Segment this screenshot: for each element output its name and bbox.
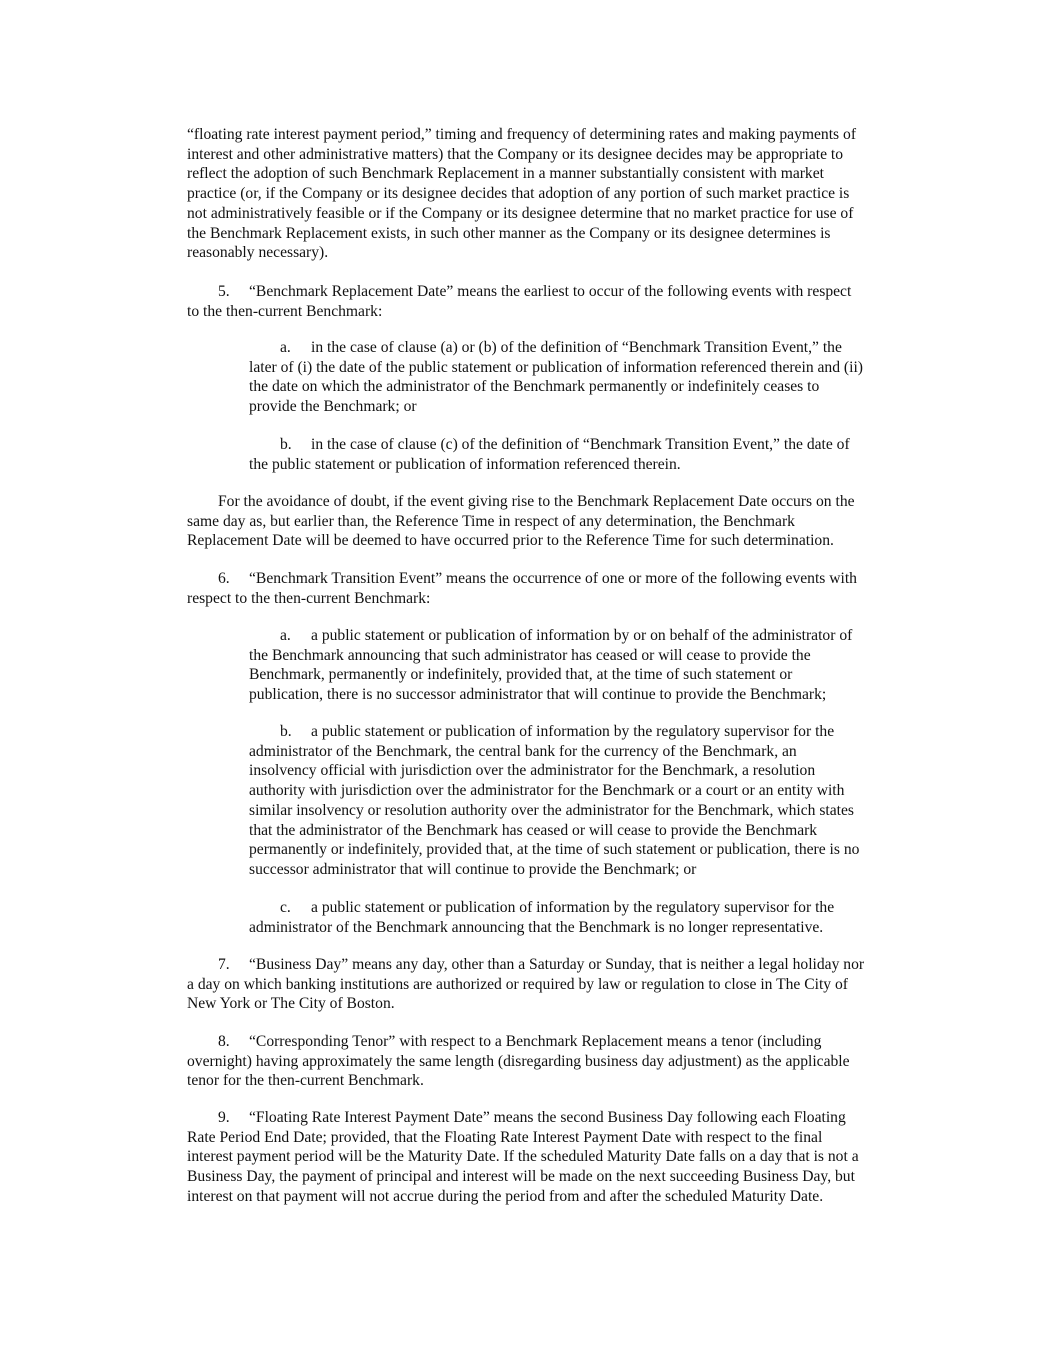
text-line: to the then-current Benchmark:	[187, 302, 383, 320]
text-line: the public statement or publication of information referenced therein.	[249, 455, 681, 473]
item-label: b.	[280, 436, 292, 453]
text-line: publication, there is no successor administrator that will continue to provide the Benchmark;	[249, 686, 827, 704]
section-7-business-day	[187, 955, 947, 1014]
text-line: interest and other administrative matters) that the Company or its designee decides may be appropriate to	[187, 145, 844, 163]
item-label: c.	[280, 899, 291, 916]
text-line: overnight) having approximately the same length (disregarding business day adjustment) as the applicable	[187, 1052, 850, 1070]
text-line: the Benchmark Replacement exists, in such other manner as the Company or its designee determines is	[187, 224, 831, 242]
section-number: 8.	[218, 1033, 230, 1050]
text-line: same day as, but earlier than, the Reference Time in respect of any determination, the Benchmark	[187, 512, 795, 530]
text-line: the Benchmark announcing that such administrator has ceased or will cease to provide the	[249, 646, 811, 664]
text-line: “floating rate interest payment period,” timing and frequency of determining rates and making payments of	[187, 126, 857, 143]
section-6-benchmark-transition-event	[187, 569, 947, 608]
section-9-floating-rate-interest-payment-date	[187, 1108, 947, 1207]
text-line: a public statement or publication of information by the regulatory supervisor for the	[311, 723, 835, 740]
section-6-item-b	[249, 722, 949, 880]
avoidance-of-doubt-paragraph	[187, 492, 947, 551]
text-line: a public statement or publication of information by the regulatory supervisor for the	[311, 899, 835, 916]
text-line: Business Day, the payment of principal and interest will be made on the next succeeding Business Day, but	[187, 1168, 855, 1186]
text-line: “Benchmark Transition Event” means the occurrence of one or more of the following events with	[249, 570, 857, 587]
text-line: permanently or indefinitely, provided that, at the time of such statement or publication, there is no	[249, 841, 860, 859]
item-label: b.	[280, 723, 292, 740]
text-line: For the avoidance of doubt, if the event giving rise to the Benchmark Replacement Date occurs on the	[218, 493, 855, 510]
section-number: 7.	[218, 956, 230, 973]
text-line: interest payment period will be the Maturity Date. If the scheduled Maturity Date falls on a day that is not a	[187, 1148, 859, 1166]
section-number: 5.	[218, 283, 230, 300]
text-line: “Business Day” means any day, other than a Saturday or Sunday, that is neither a legal holiday nor	[249, 956, 865, 973]
section-6-item-a	[249, 626, 949, 705]
text-line: a day on which banking institutions are authorized or required by law or regulation to close in The City of	[187, 975, 848, 993]
section-8-corresponding-tenor	[187, 1032, 947, 1091]
text-line: in the case of clause (a) or (b) of the definition of “Benchmark Transition Event,” the	[311, 339, 842, 356]
text-line: interest on that payment will not accrue during the period from and after the scheduled Maturity Date.	[187, 1187, 824, 1205]
text-line: tenor for the then-current Benchmark.	[187, 1072, 424, 1090]
text-line: not administratively feasible or if the Company or its designee determine that no market practice for use of	[187, 204, 854, 222]
text-line: successor administrator that will continue to provide the Benchmark; or	[249, 860, 697, 878]
text-line: that the administrator of the Benchmark has ceased or will cease to provide the Benchmark	[249, 821, 818, 839]
text-line: practice (or, if the Company or its designee decides that adoption of any portion of such market practice is	[187, 185, 850, 203]
text-line: later of (i) the date of the public statement or publication of information referenced therein and (ii)	[249, 358, 863, 376]
item-label: a.	[280, 339, 291, 356]
text-line: Benchmark, permanently or indefinitely, provided that, at the time of such statement or	[249, 666, 793, 684]
text-line: the date on which the administrator of the Benchmark permanently or indefinitely ceases to	[249, 378, 820, 396]
section-5-item-b	[249, 435, 949, 474]
item-label: a.	[280, 627, 291, 644]
text-line: administrator of the Benchmark announcing that the Benchmark is no longer representative.	[249, 918, 824, 936]
text-line: New York or The City of Boston.	[187, 995, 395, 1013]
section-5-item-a	[249, 338, 949, 417]
intro-continuation-paragraph	[187, 125, 947, 263]
text-line: similar insolvency or resolution authority over the administrator for the Benchmark, which states	[249, 801, 854, 819]
text-line: a public statement or publication of information by or on behalf of the administrator of	[311, 627, 853, 644]
section-number: 6.	[218, 570, 230, 587]
text-line: provide the Benchmark; or	[249, 398, 417, 416]
text-line: Rate Period End Date; provided, that the Floating Rate Interest Payment Date with respect to the final	[187, 1128, 823, 1146]
section-5-benchmark-replacement-date	[187, 282, 947, 321]
text-line: “Benchmark Replacement Date” means the earliest to occur of the following events with respect	[249, 283, 852, 300]
text-line: “Corresponding Tenor” with respect to a Benchmark Replacement means a tenor (including	[249, 1033, 822, 1050]
text-line: in the case of clause (c) of the definition of “Benchmark Transition Event,” the date of	[311, 436, 850, 453]
text-line: administrator of the Benchmark, the central bank for the currency of the Benchmark, an	[249, 742, 797, 760]
text-line: insolvency official with jurisdiction over the administrator for the Benchmark, a resolution	[249, 762, 816, 780]
text-line: reflect the adoption of such Benchmark Replacement in a manner substantially consistent with market	[187, 165, 824, 183]
text-line: authority with jurisdiction over the administrator for the Benchmark or a court or an entity with	[249, 782, 845, 800]
text-line: Replacement Date will be deemed to have occurred prior to the Reference Time for such determination.	[187, 532, 834, 550]
text-line: respect to the then-current Benchmark:	[187, 589, 431, 607]
text-line: “Floating Rate Interest Payment Date” means the second Business Day following each Floating	[249, 1109, 846, 1126]
section-6-item-c	[249, 898, 949, 937]
section-number: 9.	[218, 1109, 230, 1126]
text-line: reasonably necessary).	[187, 244, 329, 262]
